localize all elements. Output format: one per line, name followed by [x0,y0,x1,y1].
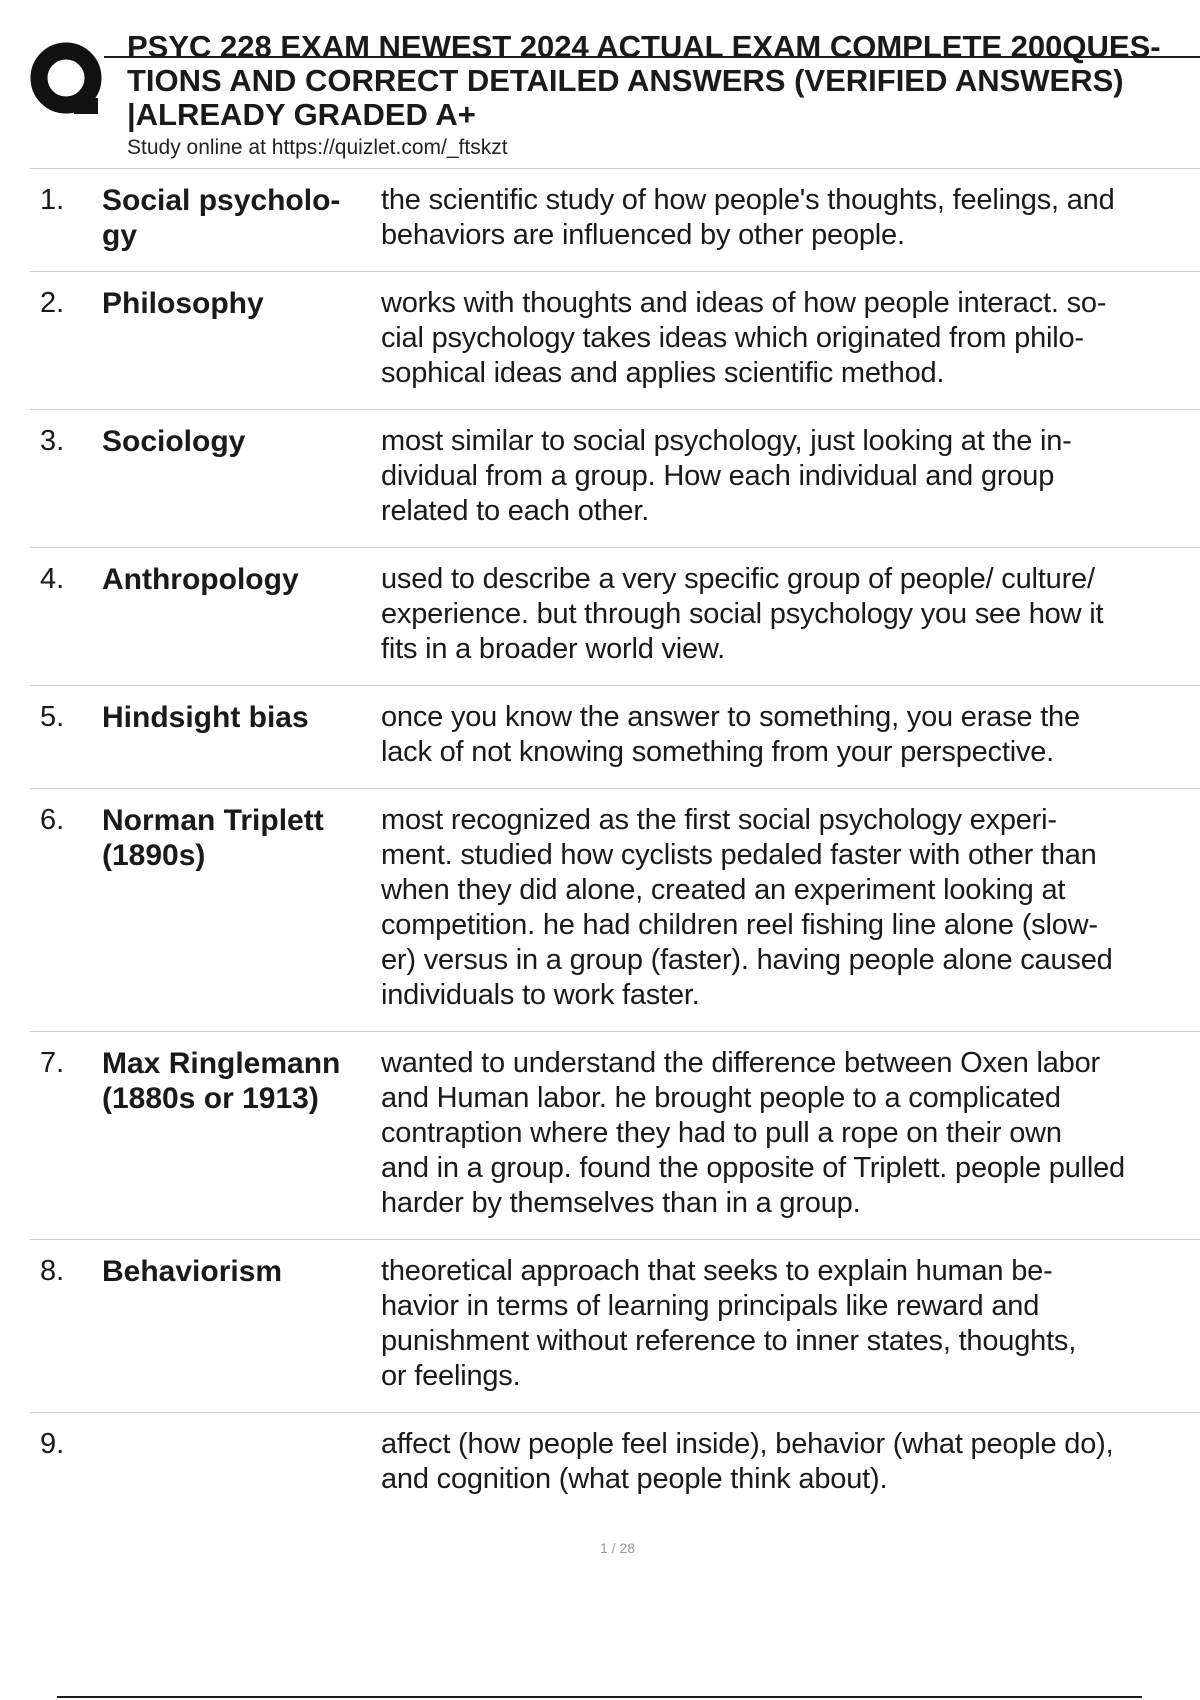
term-list [30,169,1200,1515]
term-row [30,548,1200,686]
term-name: Hindsight bias [102,701,309,734]
quizlet-q-logo-icon [30,40,106,124]
term-row [30,789,1200,1032]
term-name: Sociology [102,425,246,458]
term-definition: wanted to understand the difference between Oxen labor and Human labor. he brought people to a complicated contraption where they had to pull a rope on their own and in a group. found the opposite of Triplett. people pulled harder by themselves than in a group. [381,1047,1125,1219]
term-row [30,1413,1200,1515]
document-header [30,28,1200,168]
term-definition: the scientific study of how people's thoughts, feelings, and behaviors are influenced by other people. [381,184,1115,251]
term-name: Social psycholo- gy [102,184,341,252]
term-number: 1. [40,184,65,216]
term-number: 8. [40,1255,65,1287]
term-definition: once you know the answer to something, you erase the lack of not knowing something from your perspective. [381,701,1080,768]
term-number: 9. [40,1428,65,1460]
term-number: 2. [40,287,65,319]
term-number: 7. [40,1047,65,1079]
term-name: Philosophy [102,287,264,320]
term-definition: affect (how people feel inside), behavior (what people do), and cognition (what people think about). [381,1428,1114,1495]
term-definition: most recognized as the first social psychology experi- ment. studied how cyclists pedaled faster with other than when they did alone, created an experiment looking at competition. he had children reel fishing line alone (slow- er) versus in a group (faster). having people alone caused individuals to work faster. [381,804,1113,1011]
document-title: PSYC 228 EXAM NEWEST 2024 ACTUAL EXAM COMPLETE 200QUES- TIONS AND CORRECT DETAILED ANSWERS (VERIFIED ANSWERS) |ALREADY GRADED A+ [127,30,1161,132]
term-definition: theoretical approach that seeks to explain human be- havior in terms of learning principals like reward and punishment without reference to inner states, thoughts, or feelings. [381,1255,1077,1392]
term-name: Anthropology [102,563,299,596]
term-number: 6. [40,804,65,836]
term-number: 4. [40,563,65,595]
term-row [30,686,1200,789]
term-name: Max Ringlemann (1880s or 1913) [102,1047,341,1115]
term-number: 3. [40,425,65,457]
term-name: Behaviorism [102,1255,283,1288]
term-row [30,410,1200,548]
term-row [30,272,1200,410]
footer-divider [57,1696,1142,1698]
term-number: 5. [40,701,65,733]
term-definition: works with thoughts and ideas of how people interact. so- cial psychology takes ideas which originated from philo- sophical ideas and applies scientific method. [381,287,1107,389]
term-row [30,169,1200,272]
study-online-link[interactable]: Study online at https://quizlet.com/_ftskzt [127,136,508,159]
term-row [30,1032,1200,1240]
page-number: 1 / 28 [599,1540,636,1556]
term-definition: most similar to social psychology, just looking at the in- dividual from a group. How each individual and group related to each other. [381,425,1072,527]
term-definition: used to describe a very specific group of people/ culture/ experience. but through social psychology you see how it fits in a broader world view. [381,563,1104,665]
term-name: Norman Triplett (1890s) [102,804,324,872]
term-row [30,1240,1200,1413]
term-name [102,1427,381,1497]
